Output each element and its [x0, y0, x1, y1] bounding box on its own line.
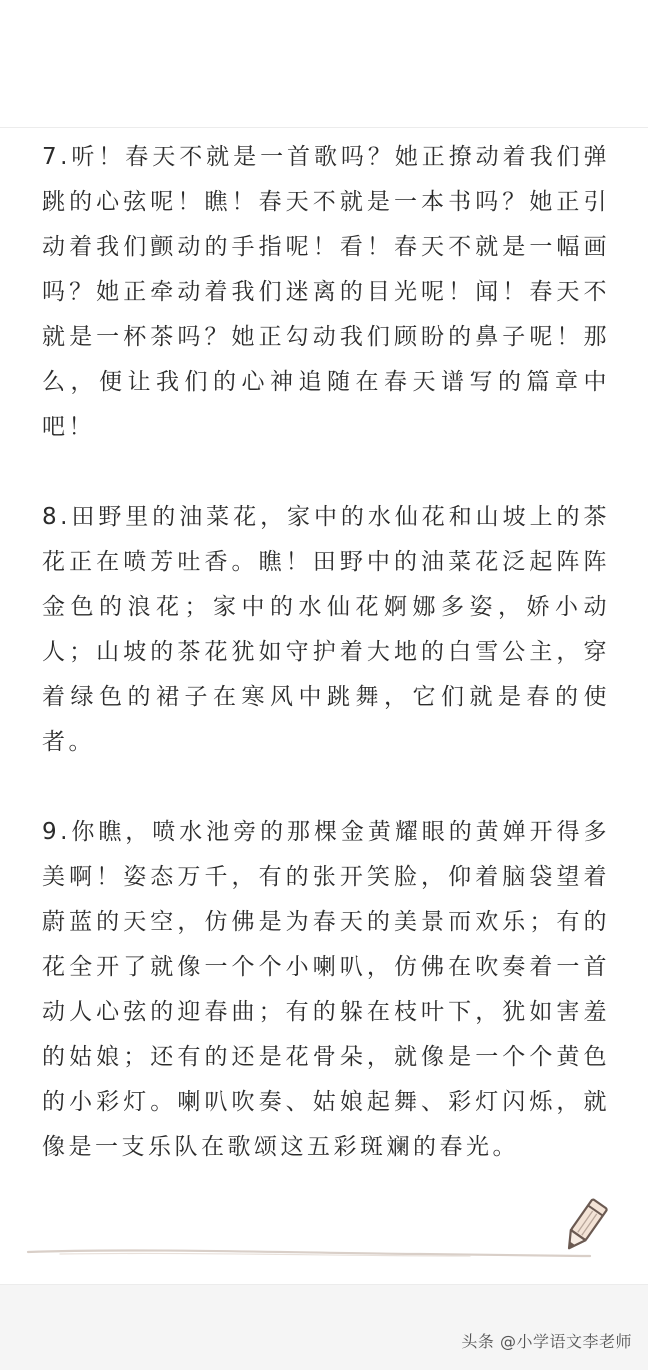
pencil-icon — [562, 1199, 608, 1254]
paragraph-9: 9.你瞧，喷水池旁的那棵金黄耀眼的黄婵开得多美啊！姿态万千，有的张开笑脸，仰着脑袋望着蔚蓝的天空，仿佛是为春天的美景而欢乐；有的花全开了就像一个个小喇叭，仿佛在吹奏着一首动人心弦的迎春曲；有的躲在枝叶下，犹如害羞的姑娘；还有的还是花骨朵，就像是一个个黄色的小彩灯。喇叭吹奏、姑娘起舞、彩灯闪烁，就像是一支乐队在歌颂这五彩斑斓的春光。 — [42, 819, 610, 1160]
end-decoration — [0, 1190, 648, 1270]
end-decoration-graphic — [0, 1190, 648, 1270]
source-watermark: 头条 @小学语文李老师 — [461, 1332, 632, 1351]
top-blank-area — [0, 0, 648, 127]
article-body — [42, 135, 610, 1170]
top-divider — [0, 127, 648, 128]
bottom-bar — [0, 1284, 648, 1370]
paragraph-7: 7.听！春天不就是一首歌吗？她正撩动着我们弹跳的心弦呢！瞧！春天不就是一本书吗？她正引动着我们颤动的手指呢！看！春天不就是一幅画吗？她正牵动着我们迷离的目光呢！闻！春天不就是一杯茶吗？她正勾动我们顾盼的鼻子呢！那么，便让我们的心神追随在春天谱写的篇章中吧！ — [42, 144, 610, 440]
paragraph-8: 8.田野里的油菜花，家中的水仙花和山坡上的茶花正在喷芳吐香。瞧！田野中的油菜花泛起阵阵金色的浪花；家中的水仙花婀娜多姿，娇小动人；山坡的茶花犹如守护着大地的白雪公主，穿着绿色的裙子在寒风中跳舞，它们就是春的使者。 — [42, 504, 610, 755]
